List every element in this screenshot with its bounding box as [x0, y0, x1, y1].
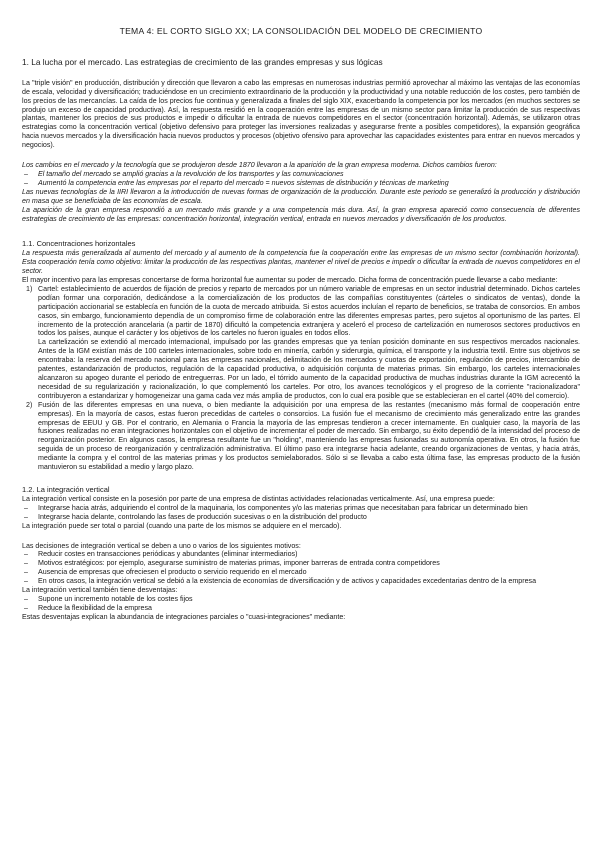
section-1-1-heading: 1.1. Concentraciones horizontales: [22, 239, 136, 249]
list-item: – Reduce la flexibilidad de la empresa: [22, 604, 580, 613]
list-item-merger: [22, 401, 580, 472]
integration-types-list: [22, 504, 580, 522]
merger-paragraph: Fusión de las diferentes empresas en una nueva, o bien mediante la adquisición por una empresa de las restantes (mecanismo más formal de cooperación entre empresas). En la mayoría de casos, estas fueron precedidas de carteles o consorcios. La fusión fue el mecanismo de crecimiento más generalizado entre las grandes empresas de EEUU y GB. Por el contrario, en Alemania o Francia la mayoría de las empresas tendieron a crecer internamente. En cualquier caso, la mayoría de las fusiones realizadas no eran integraciones horizontales con el objetivo de incrementar el poder de mercado. Sin embargo, su éxito dependió de la intensidad del proceso de reorganización posterior. En algunos casos, la empresa resultante fue un "holding", manteniendo las empresas fusionadas su autonomía operativa. En otros, la fusión fue seguida de un proceso de reorganización y centralización administrativa. El último paso era integrarse hacia adelante, creando organizaciones de ventas, y hacia atrás, mediante la compra y el control de las materias primas y los productos semielaborados. Sólo si se llevaba a cabo esta última fase, las empresas producto de la fusión mantuvieron su estabilidad a medio y largo plazo.: [38, 400, 580, 472]
integration-total-partial: La integración puede ser total o parcial (cuando una parte de los mismos se adquiere en el mercado).: [22, 521, 342, 530]
section-1-changes-intro: Los cambios en el mercado y la tecnología que se produjeron desde 1870 llevaron a la aparición de la gran empresa moderna. Dichos cambios fueron:: [22, 161, 497, 170]
integration-motives-list: [22, 550, 580, 586]
list-number: 1): [26, 284, 33, 293]
integration-disadvantages-intro: La integración vertical también tiene desventajas:: [22, 586, 178, 595]
cartel-international-paragraph: La cartelización se extendió al mercado internacional, impulsado por las grandes empresas que ya tenían posición dominante en sus respectivos mercados nacionales. Antes de la IGM existían más de 100 carteles internacionales, sobre todo en minería, carbón y siderurgia, química, el transporte y la industria textil. Entre sus objetivos se encontraba: la reserva del mercado nacional para las empresas nacionales, delimitación de los mercados y cuotas de exportación, regulación de precios, intercambio de patentes, estandarización de productos, regulación de la capacidad productiva, o adquisición conjunta de materias primas. Sin embargo, los carteles internacionales alcanzaron su apogeo durante el periodo de entreguerras. Por un lado, el tórrido aumento de la capacidad productiva de muchas industrias durante la IGM acrecentó la necesidad de su regularización y racionalización, lo que complementó los carteles. Por otro, los avances tecnológicos y el progreso de la corriente "racionalizadora" contribuyeron a estandarizar y homogeneizar una gama cada vez más amplia de productos, con lo cual era posible que se establecieran en el cartel (40% del comercio).: [38, 338, 580, 400]
list-item: – Aumentó la competencia entre las empresas por el reparto del mercado = nuevos sistemas de distribución y técnicas de marketing: [22, 179, 580, 188]
section-1-paragraph: La "triple visión" en producción, distribución y dirección que llevaron a cabo las empresas en numerosas industrias permitió aprovechar al máximo las ventajas de las economías de escala, velocidad y diversificación; traduciéndose en un crecimiento extraordinario de la producción y la productividad y una notable reducción de los costes, pero también de los precios de las mercancías. La caída de los precios fue continua y generalizada a finales del siglo XIX, exacerbando la competencia por los mercados (en muchos sectores se produjo un exceso de capacidad productiva). Así, la respuesta residió en la cooperación entre las empresas de un mismo sector para limitar la producción de sus respectivas plantas, mantener los precios de sus productos e impedir o dificultar la entrada de nuevos competidores en el sector (concentración horizontal). Además, se utilizaron otras estrategias como la concentración vertical (objetivo defensivo para proteger las inversiones realizadas y asegurarse frente a posibles competidores), la expansión geográfica hacia nuevos mercados y la diversificación hacia nuevos productos y procesos (objetivo ofensivo para aprovechar las capacidades existentes para entrar en nuevos mercados y negocios).: [22, 78, 580, 150]
section-1-technology-paragraph: Las nuevas tecnologías de la IIRI llevaron a la introducción de nuevas formas de organización de la producción. Durante este periodo se generalizó la producción y distribución en masa que se beneficiaba de las economías de escala.: [22, 187, 580, 205]
section-1-2-intro: La integración vertical consiste en la posesión por parte de una empresa de distintas actividades relacionadas verticalmente. Así, una empresa puede:: [22, 494, 495, 503]
list-number: 2): [26, 400, 33, 409]
document-page: [22, 0, 580, 622]
section-1-1-intro: El mayor incentivo para las empresas concertarse de forma horizontal fue aumentar su poder de mercado. Dicha forma de concentración puede llevarse a cabo mediante:: [22, 276, 558, 285]
integration-motives-intro: Las decisiones de integración vertical se deben a uno o varios de los siguientes motivos:: [22, 541, 301, 550]
horizontal-concentration-list: [22, 285, 580, 472]
list-item: – En otros casos, la integración vertical se debió a la existencia de economías de diversificación y de activos y capacidades excedentarias dentro de la empresa: [22, 577, 580, 586]
list-item: – Supone un incremento notable de los costes fijos: [22, 595, 580, 604]
list-item: – Integrarse hacia atrás, adquiriendo el control de la maquinaria, los componentes y/o las materias primas que necesitaban para fabricar un determinado bien: [22, 504, 580, 513]
list-item-cartel: [22, 285, 580, 401]
market-changes-list: [22, 170, 580, 188]
section-1-2-heading: 1.2. La integración vertical: [22, 484, 110, 494]
list-item: – El tamaño del mercado se amplió gracias a la revolución de los transportes y las comunicaciones: [22, 170, 580, 179]
list-item: – Integrarse hacia delante, controlando las fases de producción sucesivas o en la distribución del producto: [22, 513, 580, 522]
page-title: TEMA 4: EL CORTO SIGLO XX; LA CONSOLIDACIÓN DEL MODELO DE CRECIMIENTO: [119, 26, 483, 36]
list-item: – Reducir costes en transacciones periódicas y abundantes (eliminar intermediarios): [22, 550, 580, 559]
cartel-paragraph: Cartel: establecimiento de acuerdos de fijación de precios y reparto de mercados por un número variable de empresas en un sector industrial determinado. Dichos carteles podían formar una corporación, dedicándose a la comercialización de los productos de las compañías constituyentes (cárteles o sindicatos de ventas), donde la participación accionarial se establecía en función de la cuota de mercado atribuida. Si estos acuerdos incluían el reparto de beneficios, se trataba de consorcios. En ambos casos, sin embargo, funcionamiento dependía de un compromiso firme de colaboración entre las diferentes empresas partes, pero sujetos al oportunismo de las partes. El incremento de la protección arancelaria (a partir de 1870) dificultó la competencia extranjera y aceleró el proceso de cartelización en numerosos sectores productivos en todos los países, aunque el carácter y los objetivos de los carteles no fueron iguales en todos ellos.: [38, 284, 580, 338]
integration-disadvantages-list: [22, 595, 580, 613]
section-1-1-summary: La respuesta más generalizada al aumento del mercado y al aumento de la competencia fue la cooperación entre las empresas de un mismo sector (combinación horizontal). Esta cooperación tenía como objetivo: limitar la producción de las respectivas plantas, mantener el nivel de precios e impedir o dificultar la entrada de nuevos competidores en el sector.: [22, 249, 580, 276]
section-1-heading: 1. La lucha por el mercado. Las estrategias de crecimiento de las grandes empresas y sus lógicas: [22, 56, 383, 67]
list-item: – Ausencia de empresas que ofreciesen el producto o servicio requerido en el mercado: [22, 568, 580, 577]
section-1-conclusion-paragraph: La aparición de la gran empresa respondió a un mercado más grande y a una competencia más dura. Así, la gran empresa apareció como consecuencia de diferentes estrategias de crecimiento de las empresas: concentración horizontal, integración vertical, entrada en nuevos mercados y diversificación de los productos.: [22, 205, 580, 223]
list-item: – Motivos estratégicos: por ejemplo, asegurarse suministro de materias primas, imponer barreras de entrada contra competidores: [22, 559, 580, 568]
partial-integration-paragraph: Estas desventajas explican la abundancia de integraciones parciales o "cuasi-integraciones" mediante:: [22, 612, 346, 621]
